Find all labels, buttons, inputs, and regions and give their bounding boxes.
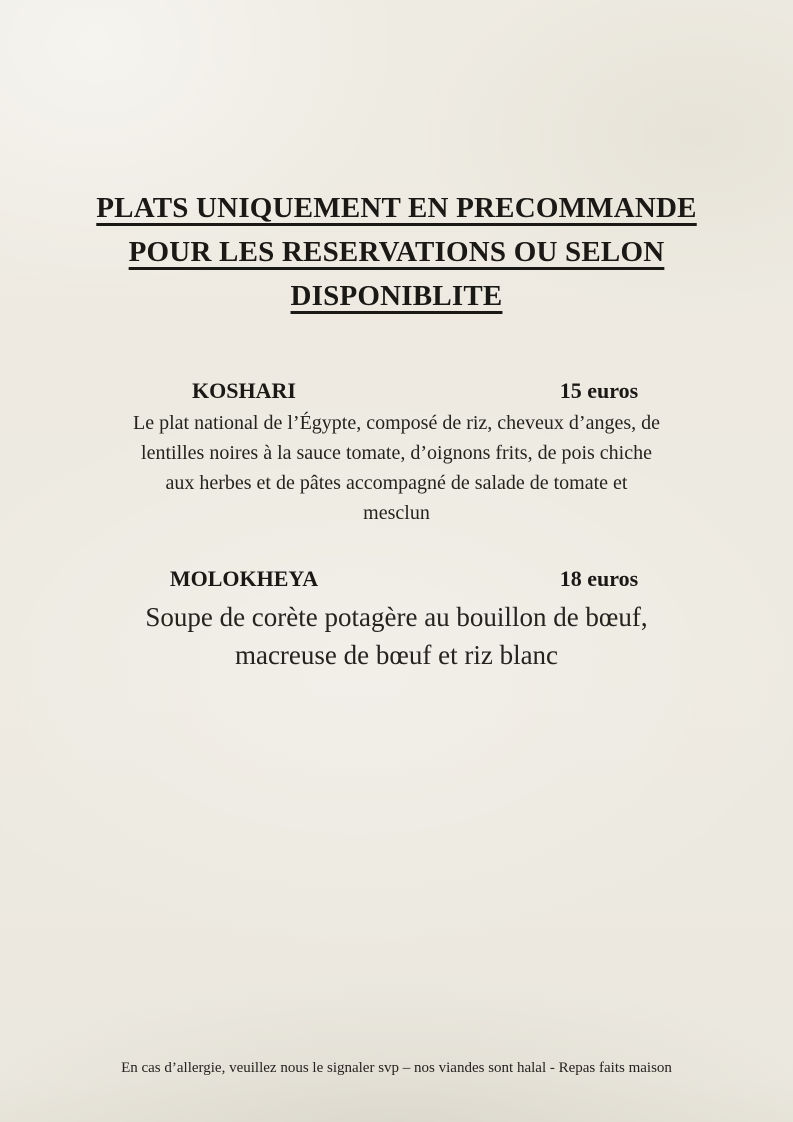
menu-content: [84, 0, 709, 674]
dish-description: Soupe de corète potagère au bouillon de bœuf, macreuse de bœuf et riz blanc: [145, 602, 648, 670]
dish-header-row: [84, 378, 709, 404]
dish-description: Le plat national de l’Égypte, composé de riz, cheveux d’anges, de lentilles noires à la sauce tomate, d’oignons frits, de pois chiche aux herbes et de pâtes accompagné de salade de tomate et mesclun: [132, 412, 661, 524]
dish-name: MOLOKHEYA: [169, 566, 319, 591]
menu-title: PLATS UNIQUEMENT EN PRECOMMANDE POUR LES RESERVATIONS OU SELON DISPONIBLITE: [96, 192, 697, 312]
dish-header-row: [84, 566, 709, 592]
dish-price: 18 euros: [559, 566, 639, 591]
dish-name: KOSHARI: [192, 378, 296, 403]
dish-section-molokheya: [84, 566, 709, 674]
allergy-halal-note: En cas d’allergie, veuillez nous le signaler svp – nos viandes sont halal - Repas faits maison: [121, 1060, 672, 1076]
dish-price: 15 euros: [559, 378, 639, 403]
dish-section-koshari: [84, 378, 709, 528]
